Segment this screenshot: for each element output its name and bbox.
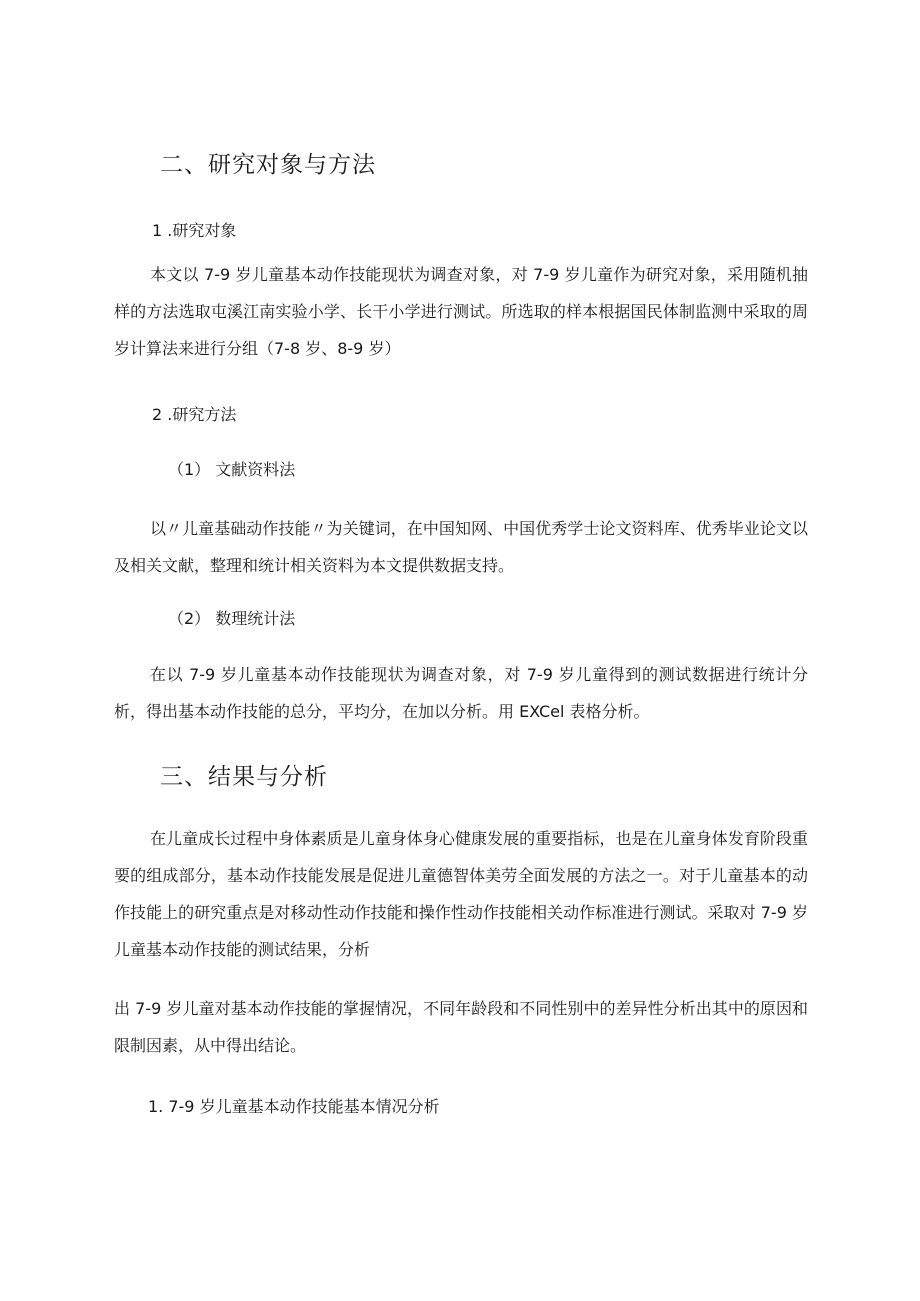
section-heading-research-subjects-methods: 二、研究对象与方法	[160, 152, 376, 178]
subheading-basic-situation-analysis: 1. 7-9 岁儿童基本动作技能基本情况分析	[148, 1097, 440, 1116]
subheading-research-subjects: 1 .研究对象	[152, 221, 237, 240]
subheading-research-methods: 2 .研究方法	[152, 405, 237, 424]
paragraph-results-intro: 在儿童成长过程中身体素质是儿童身体身心健康发展的重要指标，也是在儿童身体发育阶段重要的组成部分，基本动作技能发展是促进儿童德智体美劳全面发展的方法之一。对于儿童基本的动作技能上的研究重点是对移动性动作技能和操作性动作技能相关动作标准进行测试。采取对 7-9 岁儿童基本动作技能的测试结果，分析	[114, 829, 808, 959]
paragraph-results-continued: 出 7-9 岁儿童对基本动作技能的掌握情况，不同年龄段和不同性别中的差异性分析出其中的原因和限制因素，从中得出结论。	[114, 999, 808, 1055]
section-heading-results-analysis: 三、结果与分析	[160, 764, 328, 790]
subheading-statistics-method: （2） 数理统计法	[168, 609, 296, 628]
paragraph-research-subjects: 本文以 7-9 岁儿童基本动作技能现状为调查对象，对 7-9 岁儿童作为研究对象，采用随机抽样的方法选取屯溪江南实验小学、长干小学进行测试。所选取的样本根据国民体制监测中采取的周岁计算法来进行分组（7-8 岁、8-9 岁）	[114, 265, 808, 358]
subheading-literature-method: （1） 文献资料法	[168, 460, 296, 479]
paragraph-literature-method: 以〃儿童基础动作技能〃为关键词，在中国知网、中国优秀学士论文资料库、优秀毕业论文以及相关文献，整理和统计相关资料为本文提供数据支持。	[114, 519, 808, 575]
paragraph-statistics-method: 在以 7-9 岁儿童基本动作技能现状为调查对象，对 7-9 岁儿童得到的测试数据进行统计分析，得出基本动作技能的总分，平均分，在加以分析。用 EXCel 表格分析。	[114, 665, 808, 721]
